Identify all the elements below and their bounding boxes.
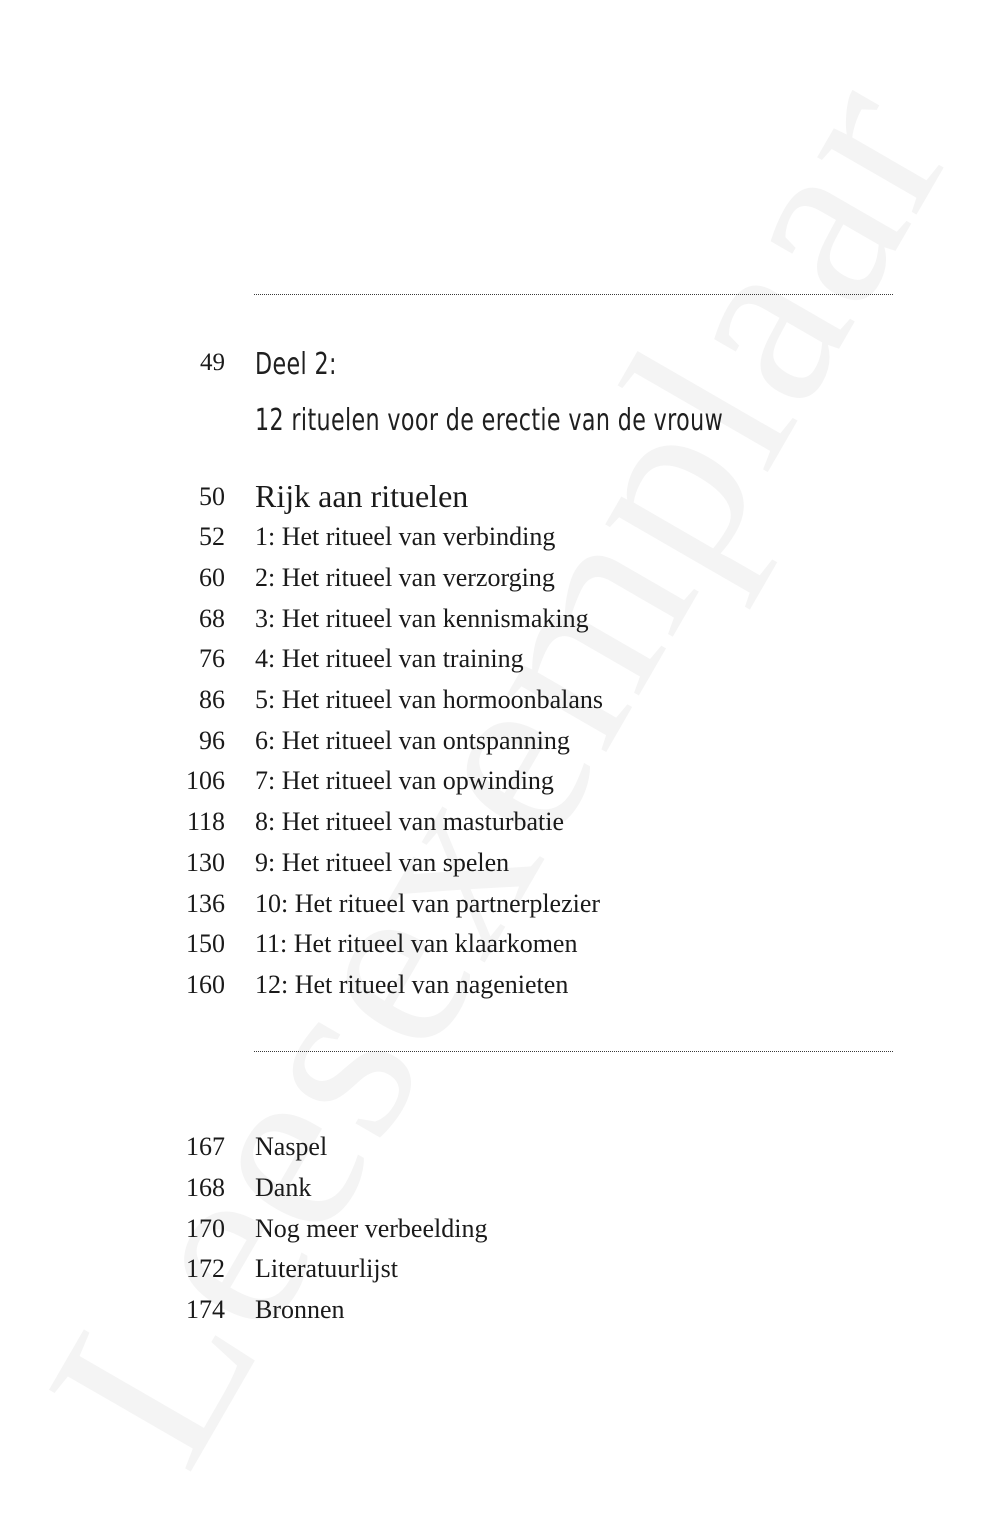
back-matter-item[interactable] [150, 1127, 487, 1168]
back-matter-label: Dank [255, 1173, 312, 1203]
toc-page-number: 160 [186, 969, 225, 999]
part-title-line2: 12 rituelen voor de erectie van de vrouw [255, 403, 724, 438]
toc-item[interactable] [150, 558, 603, 599]
back-matter-item[interactable] [150, 1290, 487, 1331]
back-matter-label: Nog meer verbeelding [255, 1213, 488, 1243]
toc-item[interactable] [150, 680, 603, 721]
toc-label: 2: Het ritueel van verzorging [255, 563, 555, 593]
toc-item[interactable] [150, 517, 603, 558]
toc-label: 8: Het ritueel van masturbatie [255, 807, 565, 837]
back-matter-list [150, 1127, 487, 1330]
toc-item[interactable] [150, 720, 603, 761]
toc-page-number: 130 [186, 847, 225, 877]
toc-label: 11: Het ritueel van klaarkomen [255, 929, 578, 959]
toc-item[interactable] [150, 639, 603, 680]
toc-label: 4: Het ritueel van training [255, 644, 524, 674]
toc-page-number: 76 [199, 644, 225, 674]
toc-page-number: 86 [199, 685, 225, 715]
toc-item[interactable] [150, 761, 603, 802]
back-matter-page-number: 167 [186, 1132, 225, 1162]
toc-page-number: 150 [186, 929, 225, 959]
back-matter-item[interactable] [150, 1208, 487, 1249]
back-matter-item[interactable] [150, 1168, 487, 1209]
toc-item[interactable] [150, 924, 603, 965]
toc-page-number: 52 [199, 522, 225, 552]
toc-label: Rijk aan rituelen [255, 478, 469, 514]
dotted-divider-top [254, 294, 893, 295]
toc-item[interactable] [150, 965, 603, 1006]
part-page-number: 49 [200, 349, 225, 376]
toc-page-number: 96 [199, 725, 225, 755]
toc-page-number: 118 [186, 807, 225, 837]
toc-label: 5: Het ritueel van hormoonbalans [255, 685, 604, 715]
toc-item[interactable] [150, 476, 603, 517]
part-title-line1: Deel 2: [255, 347, 337, 382]
toc-label: 3: Het ritueel van kennismaking [255, 603, 589, 633]
toc-item[interactable] [150, 843, 603, 884]
back-matter-item[interactable] [150, 1249, 487, 1290]
dotted-divider-bottom [254, 1051, 893, 1052]
back-matter-page-number: 168 [186, 1173, 225, 1203]
toc-label: 10: Het ritueel van partnerplezier [255, 888, 601, 918]
toc-label: 12: Het ritueel van nagenieten [255, 969, 569, 999]
toc-label: 1: Het ritueel van verbinding [255, 522, 556, 552]
toc-page-number: 136 [186, 888, 225, 918]
toc-item[interactable] [150, 883, 603, 924]
toc-page-number: 50 [199, 481, 225, 511]
toc-page-number: 68 [199, 603, 225, 633]
toc-list [150, 476, 603, 1005]
toc-page-number: 106 [186, 766, 225, 796]
toc-item[interactable] [150, 598, 603, 639]
back-matter-label: Naspel [255, 1132, 328, 1162]
back-matter-label: Bronnen [255, 1295, 345, 1325]
toc-label: 7: Het ritueel van opwinding [255, 766, 554, 796]
toc-label: 6: Het ritueel van ontspanning [255, 725, 570, 755]
back-matter-page-number: 172 [186, 1254, 225, 1284]
back-matter-label: Literatuurlijst [255, 1254, 398, 1284]
toc-label: 9: Het ritueel van spelen [255, 847, 510, 877]
back-matter-page-number: 174 [186, 1295, 225, 1325]
toc-page-number: 60 [199, 563, 225, 593]
toc-item[interactable] [150, 802, 603, 843]
back-matter-page-number: 170 [186, 1213, 225, 1243]
